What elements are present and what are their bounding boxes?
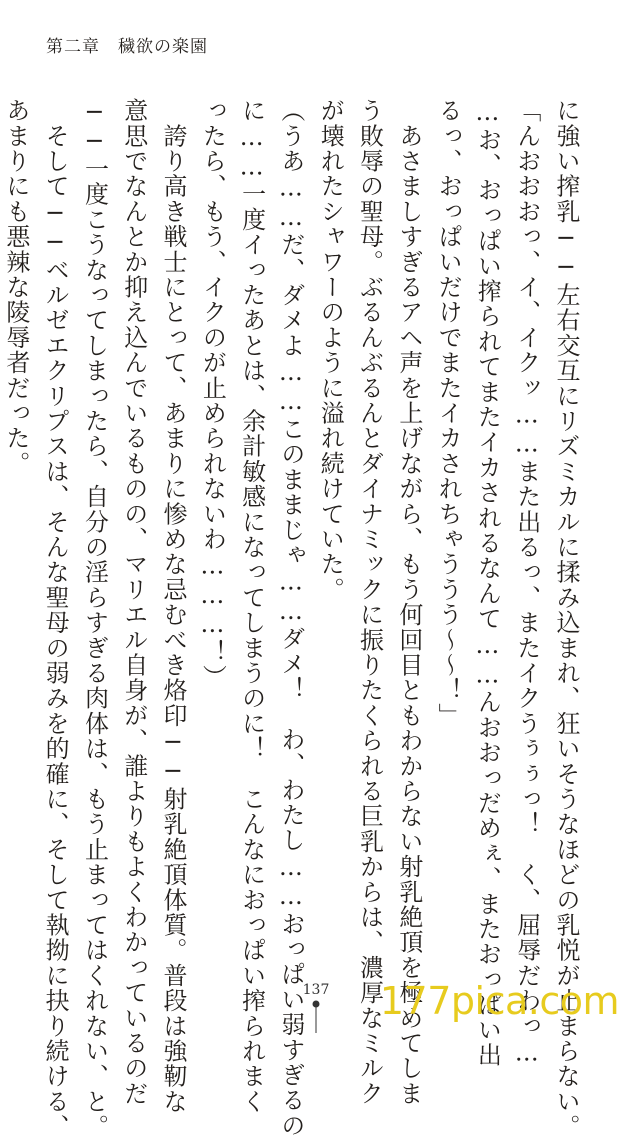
folio-marker-icon <box>310 999 322 1033</box>
running-header: 第二章 穢欲の楽園 <box>46 37 208 57</box>
text-line: 意思でなんとか抑え込んでいるものの、マリエル自身が、誰よりもよくわかっているのだ <box>119 98 148 1106</box>
watermark: 177pica.com <box>379 979 619 1023</box>
text-line: るっ、おっぱいだけでまたイカされちゃううう～～！」 <box>434 98 463 728</box>
text-line: 「んおおおっ、イ、イクッ……また出るっ、またイクうぅぅっ！ く、屈辱だわっ… <box>512 98 541 1068</box>
text-line: ったら、もう、イクのが止められないわ………！） <box>198 98 227 690</box>
page-number: 137 <box>302 982 330 998</box>
text-line: 誇り高き戦士にとって、あまりに惨めな忌むべき烙印──射乳絶頂体質。普段は強靭な <box>159 98 188 1114</box>
text-line: （うあ……だ、ダメよ……このままじゃ……ダメ！ わ、わたし……おっぱい弱すぎるの <box>276 98 305 1138</box>
text-line: ──一度こうなってしまったら、自分の淫らすぎる肉体は、もう止まってはくれない、と。 <box>80 98 109 1139</box>
text-line: に強い搾乳──左右交互にリズミカルに揉み込まれ、狂いそうなほどの乳悦が止まらない。 <box>552 98 580 1139</box>
text-line: そして──ベルゼエクリプスは、そんな聖母の弱みを的確に、そして執拗に抉り続ける、 <box>41 98 70 1139</box>
text-line: う敗辱の聖母。ぶるんぶるんとダイナミックに振りたくられる巨乳からは、濃厚なミルク <box>355 98 384 1106</box>
text-line: あさましすぎるアヘ声を上げながら、もう何回目ともわからない射乳絶頂を極めてしま <box>394 98 423 1106</box>
text-line: が壊れたシャワーのように溢れ続けていた。 <box>316 98 345 602</box>
text-line: に……一度イったあとは、余計敏感になってしまうのに！ こんなにおっぱい搾られまく <box>237 98 266 1114</box>
text-line: …お、おっぱい搾られてまたイカされるなんて……んおおっだめぇ、またおっぱい出 <box>473 98 502 1068</box>
text-line: あまりにも悪辣な陵辱者だった。 <box>1 98 30 476</box>
